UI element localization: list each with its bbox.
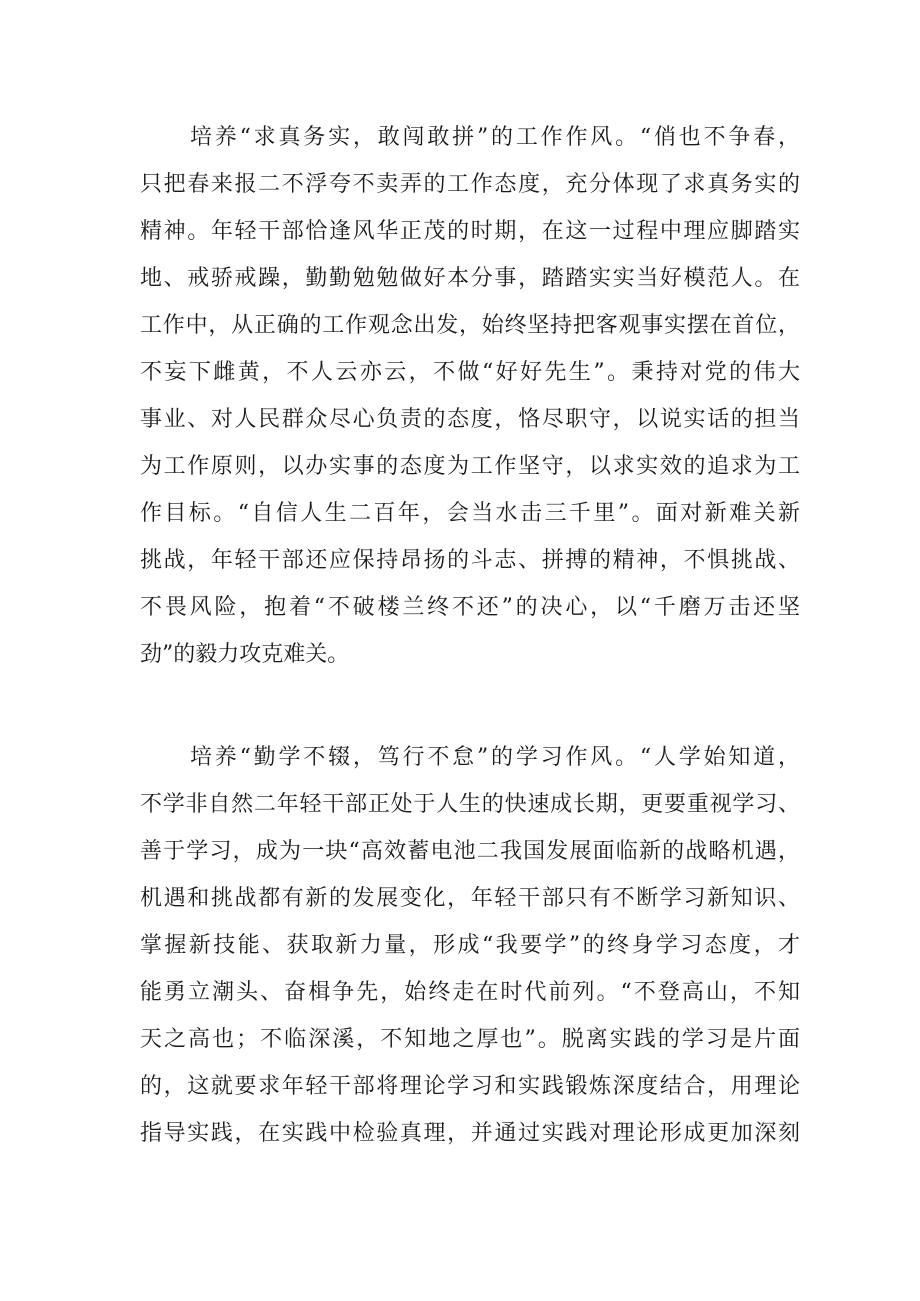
paragraph-line: 机遇和挑战都有新的发展变化，年轻干部只有不断学习新知识、 <box>140 886 800 911</box>
paragraph-line: 不畏风险，抱着“不破楼兰终不还”的决心，以“千磨万击还坚 <box>140 595 800 620</box>
paragraph-line: 工作中，从正确的工作观念出发，始终坚持把客观事实摆在首位， <box>140 313 800 338</box>
paragraph-line: 劲”的毅力攻克难关。 <box>140 642 350 667</box>
paragraph-work-style <box>140 114 800 678</box>
paragraph-line: 培养“勤学不辍，笃行不怠”的学习作风。“人学始知道， <box>190 745 800 770</box>
paragraph-line: 精神。年轻干部恰逢风华正茂的时期，在这一过程中理应脚踏实 <box>140 219 800 244</box>
paragraph-line: 只把春来报二不浮夸不卖弄的工作态度，充分体现了求真务实的 <box>140 172 800 197</box>
paragraph-line: 不学非自然二年轻干部正处于人生的快速成长期，更要重视学习、 <box>140 792 800 817</box>
paragraph-line: 善于学习，成为一块“高效蓄电池二我国发展面临新的战略机遇， <box>140 839 800 864</box>
paragraph-line: 掌握新技能、获取新力量，形成“我要学”的终身学习态度，才 <box>140 933 800 958</box>
paragraph-line: 的，这就要求年轻干部将理论学习和实践锻炼深度结合，用理论 <box>140 1074 800 1099</box>
paragraph-line: 天之高也；不临深溪，不知地之厚也”。脱离实践的学习是片面 <box>140 1027 800 1052</box>
paragraph-line: 能勇立潮头、奋楫争先，始终走在时代前列。“不登高山，不知 <box>140 980 800 1005</box>
paragraph-line: 不妄下雌黄，不人云亦云，不做“好好先生”。秉持对党的伟大 <box>140 360 800 385</box>
paragraph-line: 为工作原则，以办实事的态度为工作坚守，以求实效的追求为工 <box>140 454 800 479</box>
paragraph-line: 培养“求真务实，敢闯敢拼”的工作作风。“俏也不争春， <box>190 125 800 150</box>
paragraph-line: 地、戒骄戒躁，勤勤勉勉做好本分事，踏踏实实当好模范人。在 <box>140 266 800 291</box>
paragraph-study-style <box>140 734 800 1157</box>
paragraph-line: 事业、对人民群众尽心负责的态度，恪尽职守，以说实话的担当 <box>140 407 800 432</box>
paragraph-line: 作目标。“自信人生二百年，会当水击三千里”。面对新难关新 <box>140 501 800 526</box>
paragraph-line: 挑战，年轻干部还应保持昂扬的斗志、拼搏的精神，不惧挑战、 <box>140 548 800 573</box>
paragraph-line: 指导实践，在实践中检验真理，并通过实践对理论形成更加深刻 <box>140 1121 800 1146</box>
